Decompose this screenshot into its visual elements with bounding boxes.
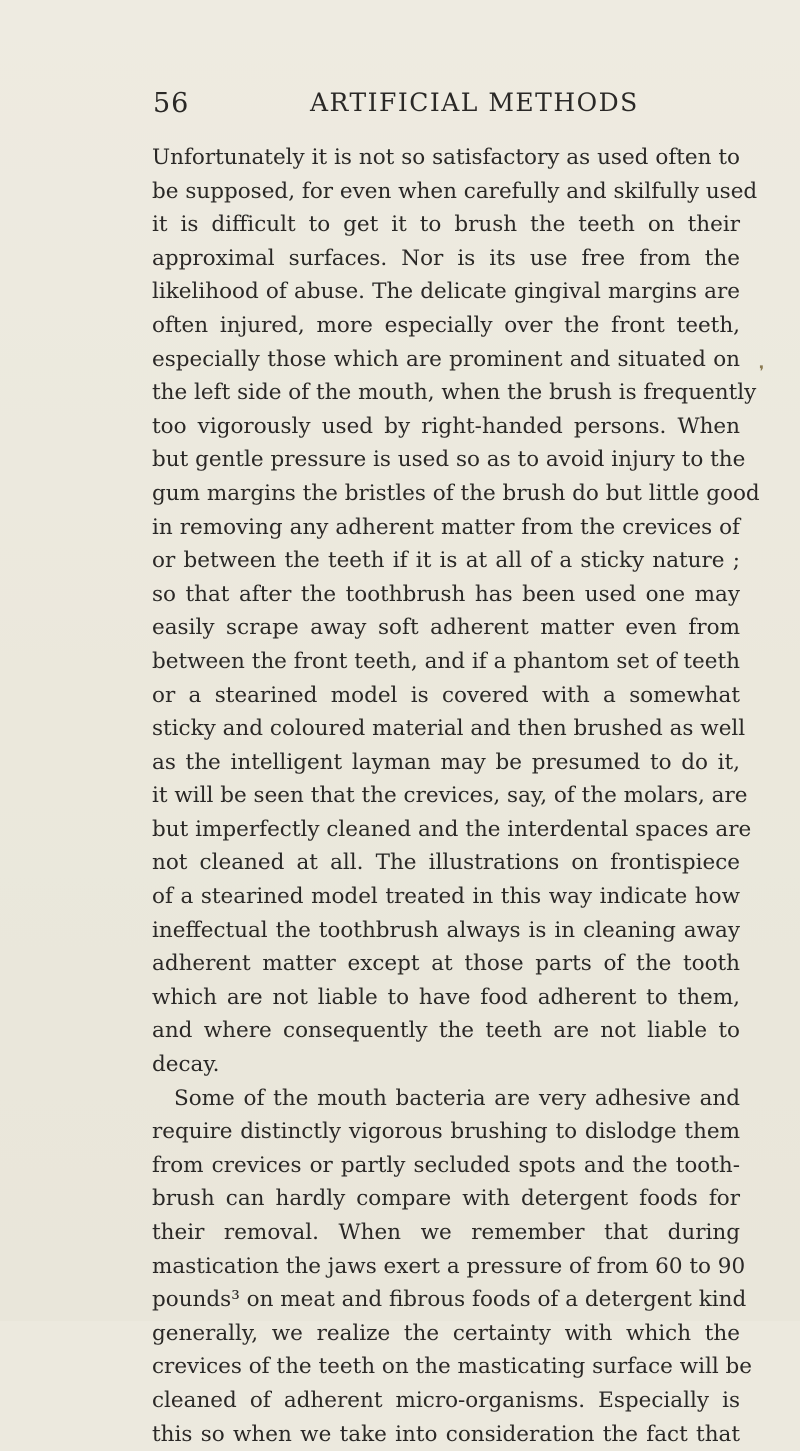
text-line: ineffectual the toothbrush always is in cleaning away (152, 917, 740, 943)
text-line: pounds³ on meat and fibrous foods of a detergent kind (152, 1287, 747, 1313)
text-line: so that after the toothbrush has been used one may (152, 581, 740, 607)
text-line: brush can hardly compare with detergent foods for (152, 1186, 740, 1212)
text-line: of a stearined model treated in this way indicate how (152, 884, 740, 910)
text-line: likelihood of abuse. The delicate gingival margins are (152, 279, 740, 305)
paper-blemish: ❜ (759, 362, 765, 381)
text-line: generally, we realize the certainty with which the (152, 1320, 740, 1346)
text-line: the left side of the mouth, when the brush is frequently (152, 380, 757, 406)
page-number: 56 (153, 88, 190, 119)
text-line: sticky and coloured material and then brushed as well (152, 716, 746, 742)
text-line: it will be seen that the crevices, say, of the molars, are (152, 783, 748, 809)
text-line: gum margins the bristles of the brush do but little good (152, 480, 760, 506)
text-line: mastication the jaws exert a pressure of from 60 to 90 (152, 1253, 746, 1279)
text-line: between the front teeth, and if a phantom set of teeth (152, 648, 740, 674)
text-line: but gentle pressure is used so as to avoid injury to the (152, 447, 746, 473)
text-line: or a stearined model is covered with a somewhat (152, 682, 740, 708)
text-line: not cleaned at all. The illustrations on frontispiece (152, 850, 740, 876)
text-line: especially those which are prominent and situated on (152, 346, 740, 372)
text-line: approximal surfaces. Nor is its use free from the (152, 245, 740, 271)
text-line: which are not liable to have food adherent to them, (152, 984, 740, 1010)
text-line: cleaned of adherent micro-organisms. Especially is (152, 1387, 740, 1413)
text-line: often injured, more especially over the front teeth, (152, 312, 740, 338)
body-text (152, 141, 760, 1451)
text-line: it is difficult to get it to brush the teeth on their (152, 212, 740, 238)
text-line: from crevices or partly secluded spots and the tooth- (152, 1152, 740, 1178)
text-line: or between the teeth if it is at all of a sticky nature ; (152, 548, 740, 574)
running-head (153, 88, 743, 128)
running-title: ARTIFICIAL METHODS (310, 88, 639, 117)
text-line: be supposed, for even when carefully and skilfully used (152, 178, 758, 204)
text-line: easily scrape away soft adherent matter even from (152, 615, 740, 641)
text-line: in removing any adherent matter from the crevices of (152, 514, 740, 540)
paragraph-start-line: Some of the mouth bacteria are very adhesive and (174, 1085, 740, 1111)
text-line: too vigorously used by right-handed persons. When (152, 413, 740, 439)
text-line: but imperfectly cleaned and the interdental spaces are (152, 816, 752, 842)
paragraph-end-line: decay. (152, 1052, 220, 1078)
text-line: as the intelligent layman may be presumed to do it, (152, 749, 740, 775)
text-line: and where consequently the teeth are not liable to (152, 1018, 740, 1044)
text-line: their removal. When we remember that during (152, 1220, 740, 1245)
text-line: this so when we take into consideration the fact that (152, 1421, 740, 1447)
text-line: crevices of the teeth on the masticating surface will be (152, 1354, 753, 1380)
text-line: Unfortunately it is not so satisfactory as used often to (152, 145, 740, 170)
text-line: adherent matter except at those parts of the tooth (152, 951, 740, 977)
text-line: require distinctly vigorous brushing to dislodge them (152, 1119, 740, 1145)
